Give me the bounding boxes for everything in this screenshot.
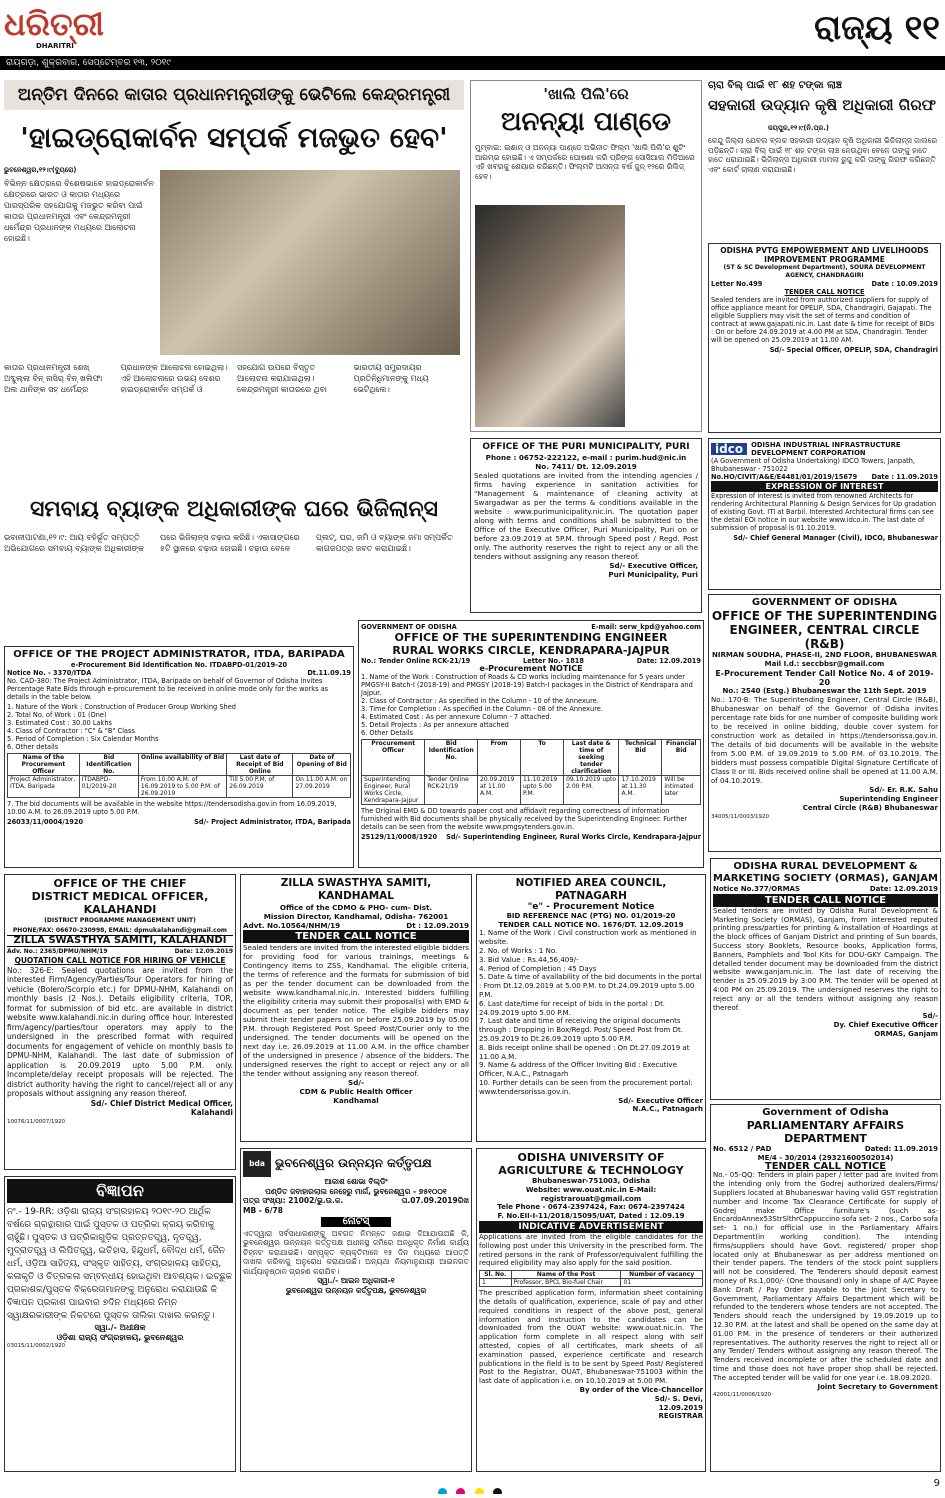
puri-no: No. 7411/ Dt. 12.09.2019 xyxy=(535,462,637,471)
ormas-no: Notice No.377/ORMAS xyxy=(713,885,801,893)
ptg-row: 6. Last date/time for receipt of bids in the portal : Dt. 24.09.2019 upto 5.00 P.M. xyxy=(479,999,666,1017)
pvtg-body: Sealed tenders are invited from authorized suppliers for supply of office appliance meant for OPELIP, SDA, Chandragiri, Gajapati. The eligible Suppliers may visit the set of terms and condition of contract at www.gajapati.nic.in. Last date & time for receipt of BIDs : On or before 24.09.2019 at 4.00 PM at SDA, Chandragiri. Tender will be opened on 25.09.2019 at 11.00 AM. xyxy=(711,296,935,344)
film-still-photo xyxy=(475,205,625,427)
rb-notice: E-Procurement Tender Call Notice No. 4 of 2019-20 xyxy=(715,669,934,687)
pad-date: Dated: 11.09.2019 xyxy=(864,1145,938,1153)
rb-title: OFFICE OF THE SUPERINTENDING ENGINEER, CENTRAL CIRCLE (R&B) xyxy=(711,609,938,651)
registration-dot-icon xyxy=(493,1488,502,1494)
ptg-sign1: Sd/- Executive Officer xyxy=(618,1096,703,1105)
kdm-sub2: Mission Director, Kandhamal, Odisha- 762001 xyxy=(263,912,449,921)
story3-headline: ସହକାରୀ ଉଦ୍ୟାନ କୃଷି ଅଧିକାରୀ ଗିରଫ xyxy=(708,96,937,114)
kdm-sign2: CDM & Public Health Officer xyxy=(299,1087,413,1096)
ad-odisha-pvtg xyxy=(708,243,941,433)
kal-heading: QUOTATION CALL NOTICE FOR HIRING OF VEHICLE xyxy=(14,956,226,965)
bda-sign1: ସ୍ୱା./- ଆଇନ ଅଧିକାରୀ-୧ xyxy=(317,1276,395,1285)
rb-mail: Mail I.d.: seccbbsr@gmail.com xyxy=(764,660,885,668)
baripada-row: 5. Period of Completion : Six Calendar Months xyxy=(7,735,159,743)
puri-contact: Phone : 06752-222122, e-mail : purim.hud@nic.in xyxy=(485,453,687,462)
table-cell: 20.09.2019 at 11.00 A.M. xyxy=(478,776,521,805)
table-cell: Project Administrator, ITDA, Baripada xyxy=(8,776,80,798)
ptg-row: 2. No. of Works : 1 No. xyxy=(479,946,558,955)
ouat-sign1: By order of the Vice-Chancellor xyxy=(579,1385,703,1394)
kpd-row: 3. Time for Completion : As specified in the Column - 08 of the Annexure. xyxy=(361,705,603,713)
kpd-date: Date: 12.09.2019 xyxy=(636,657,701,665)
puri-sign2: Puri Municipality, Puri xyxy=(608,570,698,579)
ouat-sign3: 12.09.2019 xyxy=(658,1403,703,1412)
rb-sign1: Sd/- Er. R.K. Sahu xyxy=(869,786,938,794)
pad-no: No. 6512 / PAD xyxy=(713,1145,772,1153)
table-header: Sl. No. xyxy=(480,1271,512,1279)
ouat-body2: The prescribed application form, information sheet containing the details of qualification, experience, scale of pay and other required conditions in respect of the above post, general information and instruction to the candidates can be downloaded from the OUAT website: www.ouat.nic.in. The application form complete in all respect along with self attested, copies of all certificates, mark sheets of all examination passed, experience certificate and research publications in the field is to be sent by Speed Post/ Registered Post to the Registrar, OUAT, Bhubaneswar-751003 within the last date of application i.e. on 10.10.2019 at 5.00 PM. xyxy=(479,1289,703,1386)
kdm-title: ZILLA SWASTHYA SAMITI, KANDHAMAL xyxy=(280,877,432,902)
pvtg-letter: Letter No.499 xyxy=(711,280,763,288)
ouat-notice: INDICATIVE ADVERTISEMENT xyxy=(479,1221,703,1233)
kpd-title: OFFICE OF THE SUPERINTENDING ENGINEER xyxy=(394,631,668,644)
rb-no: No.: 2540 (Estg.) Bhubaneswar the 11th Sept. 2019 xyxy=(722,687,927,695)
rb-sign2: Superintending Engineer xyxy=(839,795,938,803)
rb-gov: GOVERNMENT OF ODISHA xyxy=(751,597,898,608)
ptg-row: 3. Bid Value : Rs.44,56,409/- xyxy=(479,955,579,964)
table-cell: On 11.00 A.M. on 27.09.2019 xyxy=(293,776,351,798)
bigyapana-sign2: ଓଡ଼ିଶା ରାଜ୍ୟ ସଂଗ୍ରହାଳୟ, ଭୁବନେଶ୍ୱର xyxy=(56,1333,184,1342)
kal-sign1: Sd/- Chief District Medical Officer, xyxy=(90,1098,233,1108)
ouat-title1: ODISHA UNIVERSITY OF xyxy=(517,1151,665,1164)
ouat-body: Applications are invited from the eligible candidates for the following post under this University in the prescribed form. The retired persons in the rank of Professor/equivalent fulfilling the required eligibility may also apply for the said position. xyxy=(479,1232,703,1268)
table-cell: Superintending Engineer, Rural Works Circle, Kendrapara-Jajpur xyxy=(362,776,425,805)
kal-title2: DISTRICT MEDICAL OFFICER, KALAHANDI xyxy=(31,890,209,916)
baripada-code: 26033/11/0004/1920 xyxy=(7,818,84,826)
table-cell: 01 xyxy=(621,1279,703,1287)
ouat-addr: Bhubaneswar-751003, Odisha xyxy=(531,1177,651,1185)
bigyapana-sign1: ସ୍ୱା./- ଅଧୀକ୍ଷକ xyxy=(94,1323,146,1332)
bda-mb: MB - 6/78 xyxy=(243,1205,283,1215)
table-cell: Till 5.00 P.M. of 26.09.2019 xyxy=(227,776,293,798)
story1-kicker: ଅନ୍ତିମ ଦିନରେ କାତାର ପ୍ରଧାନମନ୍ତ୍ରୀଙ୍କୁ ଭେଟିଲେ କେନ୍ଦ୍ରମନ୍ତ୍ରୀ xyxy=(4,80,464,110)
baripada-row: 1. Nature of the Work : Construction of Producer Group Working Shed xyxy=(7,703,236,711)
idco-date: Date : 11.09.2019 xyxy=(871,473,938,481)
idco-sub: (A Government of Odisha Undertaking) IDCO Towers, Janpath, Bhubaneswar - 751022 xyxy=(711,457,915,473)
ptg-row: 8. Bids receipt online shall be opened : On Dt.27.09.2019 at 11.00 A.M. xyxy=(479,1043,690,1061)
kal-phone: PHONE/FAX: 06670-230998, EMAIL: dpmukalahandi@gmail.com xyxy=(12,926,228,934)
ad-parliamentary-affairs xyxy=(710,1104,941,1472)
ormas-body: Sealed tenders are invited by Odisha Rural Development & Marketing Society (ORMAS), Ganjam, from interested reputed printing press/parties for printing & installation of Hoardings at the block offices of Ganjam District and printing of Sun boards, Success story Booklets, Resource books, Application forms, Banners, Pamphlets and Tool Kits for DDU-GKY Campaign. The detailed tender document may be downloaded from the district website www.ganjam.nic.in. The last date of receiving the tender is 25.09.2019 by 3:00 P.M. The tender will be opened at 4:00 PM on 25.09.2019. The undersigned reserves the right to reject any or all the tenders without assigning any reason thereof. xyxy=(713,906,938,1012)
table-header: Financial Bid xyxy=(662,740,701,776)
story-ananya xyxy=(470,80,702,432)
kdm-notice: TENDER CALL NOTICE xyxy=(243,930,469,943)
ptg-title: NOTIFIED AREA COUNCIL, PATNAGARH xyxy=(515,877,667,902)
story4-body: ଭବାନୀପାଟଣା,୧୨।୯: ଆୟ ବହିର୍ଭୂତ ସମ୍ପତ୍ତି ଅଭିଯୋଗରେ ସମବାୟ ବ୍ୟାଙ୍କ ଅଧିକାରୀଙ୍କ ଘରେ ଭିଜିଲାନ୍ସ ଚଢ଼ାଉ କରିଛି। ଏକାସାଙ୍ଗରେ ୫ଟି ସ୍ଥାନରେ ଚଢ଼ାଉ ହୋଇଛି। ଚଢ଼ାଉ ବେଳେ ପ୍ଲଟ୍, ଘର, ଜମି ଓ ବ୍ୟାଙ୍କ ଜମା ସମ୍ପର୍କିତ କାଗଜପତ୍ର ଜବତ କରାଯାଇଛି। xyxy=(4,533,453,553)
kal-sub: (DISTRICT PROGRAMME MANAGEMENT UNIT) xyxy=(44,917,196,924)
kdm-sign3: Kandhamal xyxy=(333,1096,379,1105)
puri-sign1: Sd/- Executive Officer, xyxy=(609,561,698,570)
ptg-call: TENDER CALL NOTICE NO. 1676/DT. 12.09.2019 xyxy=(498,920,684,929)
table-cell: 11.10.2019 upto 5.00 P.M. xyxy=(520,776,563,805)
bda-addr: ପଣ୍ଡିତ ଜବାହାରଲାଲ ନେହେରୁ ମାର୍ଗ, ଭୁବନେଶ୍ୱର - ୭୫୧୦୦୧ xyxy=(265,1186,447,1196)
idco-ref: No.HO/CIVIT/A&E/E4481/01/2019/15679 xyxy=(711,473,858,481)
idco-body: Expression of interest is invited from renowned Architects for rendering Architectural Planning & Design Services for Up gradation of existing Govt. ITI at Barbil. Interested Architectural firms can see the detail EOI notice in our website www.idco.in. The last date of submission of proposal is 01.10.2019. xyxy=(711,492,937,532)
kpd-gov: GOVERNMENT OF ODISHA xyxy=(361,623,457,631)
ptg-sign2: N.A.C., Patnagarh xyxy=(632,1105,703,1114)
ad-itda-baripada xyxy=(4,646,354,868)
idco-notice: EXPRESSION OF INTEREST xyxy=(711,481,938,492)
table-cell: Professor, BPCL Bio-fuel Chair xyxy=(511,1279,621,1287)
story3-dateline: ଜୟପୁର,୧୨।୯(ନି.ପ୍ର.) xyxy=(768,124,829,132)
bda-sub: ଆକାଶ ଶୋଭା ବିଲ୍ଡିଂ xyxy=(324,1177,388,1186)
pvtg-date: Date : 10.09.2019 xyxy=(871,280,938,288)
baripada-sign: Sd/- Project Administrator, ITDA, Baripada xyxy=(194,818,351,826)
table-header: To xyxy=(520,740,563,776)
baripada-title: OFFICE OF THE PROJECT ADMINISTRATOR, ITDA, BARIPADA xyxy=(13,649,345,660)
kdm-sign1: Sd/- xyxy=(348,1078,364,1087)
table-header: Technical Bid xyxy=(619,740,662,776)
pvtg-sign: Sd/- Special Officer, OPELIP, SDA, Chandragiri xyxy=(769,346,938,354)
table-row xyxy=(480,1279,703,1287)
pad-title: PARLIAMENTARY AFFAIRS DEPARTMENT xyxy=(746,1119,905,1145)
kpd-row: 2. Class of Contractor : As specified in the Column - 10 of the Annexure. xyxy=(361,697,599,705)
rb-code: 34005/11/0003/1920 xyxy=(711,814,770,820)
bigyapana-body: ନଂ.- 19-RR: ଓଡ଼ିଶା ରାଜ୍ୟ ସଂଗ୍ରହାଳୟ ୨୦୧୯-୨୦ ଆର୍ଥିକ ବର୍ଷରେ ଗ୍ରନ୍ଥାଗାର ପାଇଁ ପୁସ୍ତକ ଓ ପତ୍ରିକା କ୍ରୟ କରିବାକୁ ଚାହୁଁଛି। ପୁସ୍ତକ ଓ ପତ୍ରିକାଗୁଡ଼ିକ ପ୍ରତ୍ନତତ୍ତ୍ୱ, ନୃତତ୍ତ୍ୱ, ମୁଦ୍ରାତତ୍ତ୍ୱ ଓ ଲିପିତତ୍ତ୍ୱ, ଇତିହାସ, ହିନ୍ଦୁଧର୍ମ, ବୌଦ୍ଧ ଧର୍ମ, ଜୈନ ଧର୍ମ, ଓଡ଼ିଆ ସାହିତ୍ୟ, ସଂସ୍କୃତ ସାହିତ୍ୟ, ସଂଗ୍ରହାଳୟ ସାହିତ୍ୟ, କଳାକୃତି ଓ ଚିତ୍ରକଳା ସମ୍ବନ୍ଧୀୟ ହୋଇଥିବା ଆବଶ୍ୟକ। ଇଚ୍ଛୁକ ପ୍ରକାଶକ/ପୁସ୍ତକ ବିକ୍ରେତାମାନଙ୍କୁ ଅନୁରୋଧ କରାଯାଉଛି କି ବିଜ୍ଞାପନ ପ୍ରକାଶ ପାଇବାର ୭ଦିନ ମଧ୍ୟରେ ନିମ୍ନ ସ୍ୱାକ୍ଷରକାରୀଙ୍କ ନିକଟରେ ପୁସ୍ତକ ତାଲିକା ଦାଖଲ କରନ୍ତୁ। xyxy=(7,1207,233,1321)
kpd-sign: Sd/- Superintending Engineer, Rural Works Circle, Kendrapara-Jajpur xyxy=(446,833,701,841)
baripada-notice-no: Notice No. - 3370/ITDA xyxy=(7,669,92,677)
ptg-row: 5. Date & time of availability of the bid documents in the portal : From Dt.12.09.2019 at 5.00 P.M. to Dt.24.09.2019 upto 5.00 P.M. xyxy=(479,973,702,999)
kpd-row: 5. Detail Projects : As per annexure attached xyxy=(361,721,509,729)
story-hydrocarbon xyxy=(4,80,464,488)
rb-body: No.: 170-B: The Superintending Engineer, Central Circle (R&B), Bhubaneswar on behalf of the Governor of Odisha invites percentage rate bids for one number of composite building work to be received in online bidding, double cover system for construction work as detailed in https://tendersorissa.gov.in. The details of bid documents will be available in the website from 5.00 P.M. of 19.09.2019 to 5.00 P.M. of 03.10.2019. The bidders must possess compatible Digital Signature Certificate of Class II or III. Bids received online shall be opened at 11.00 A.M. of 04.10.2019. xyxy=(711,696,938,785)
ptg-bid: BID REFERENCE NAC (PTG) NO. 01/2019-20 xyxy=(506,911,676,920)
table-header: Online availability of Bid xyxy=(138,754,226,776)
bda-date: ତା.07.09.2019ରିଖ xyxy=(401,1196,469,1205)
table-header: Last date & time of seeking tender clarification xyxy=(564,740,619,776)
kpd-letter: Letter No.- 1818 xyxy=(523,657,584,665)
ouat-table xyxy=(479,1270,703,1287)
ouat-tel: Tele Phone - 0674-2397424, Fax: 0674-2397424 xyxy=(497,1203,685,1212)
puri-body: Sealed quotations are invited from the intending agencies / firms having experience in sanitation activities for "Management & maintenance of cleaning activity at Swargadwar as per the terms & conditions available in the website : www.purimunicipality.nic.in. The quotation paper along with terms and conditions shall be submitted to the Office of the Executive Officer, Puri Municipality, Puri on or before 23.09.2019 at 5P.M. through Speed post / Regd. Post only. The authority reserves the right to reject any or all the tenders without assigning any reason thereof. xyxy=(474,471,698,561)
kpd-title2: RURAL WORKS CIRCLE, KENDRAPARA-JAJPUR xyxy=(392,644,670,657)
ad-state-museum xyxy=(4,1176,236,1472)
ouat-no: F. No.EII-I-11/2018/15095/UAT, Dated : 12.09.19 xyxy=(497,1212,685,1221)
ormas-title: ODISHA RURAL DEVELOPMENT & MARKETING SOCIETY (ORMAS), GANJAM xyxy=(713,861,938,884)
ptg-row: 10. Further details can be seen from the procurement portal: www.tendersorissa.gov.in. xyxy=(479,1078,693,1096)
ad-idco xyxy=(708,438,941,590)
table-cell: ITDABPD-01/2019-20 xyxy=(79,776,138,798)
kpd-no: No.: Tender Online RCK-21/19 xyxy=(361,657,471,665)
masthead-dateline: ରାୟଗଡ଼ା, ଶୁକ୍ରବାର, ସେପ୍ଟେମ୍ବର ୧୩, ୨୦୧୯ xyxy=(0,56,945,70)
kal-sign2: Kalahandi xyxy=(190,1108,233,1117)
registration-dot-icon xyxy=(438,1488,447,1494)
puri-title: OFFICE OF THE PURI MUNICIPALITY, PURI xyxy=(482,442,690,452)
ad-ormas-ganjam xyxy=(710,858,941,1100)
table-header: Date of Opening of Bid xyxy=(293,754,351,776)
table-cell: 17.10.2019 at 11.30 A.M. xyxy=(619,776,662,805)
story1-dateline: ଭୁବନେଶ୍ୱର,୧୨।୯(ବ୍ୟୁରୋ) xyxy=(4,166,77,174)
ad-nac-patnagarh xyxy=(476,874,706,1142)
story2-body: ମୁମ୍ବାଇ: ଇଶାନ୍ ଓ ଅନନ୍ୟା ପାଣ୍ଡେ ଅଭିନୀତ ଫିଲ୍ମ 'ଖାଲି ପିଲି'ର ଶୁଟିଂ ଆରମ୍ଭ ହୋଇଛି। ଏ ସମ୍ପର୍କରେ ଘୋଷଣା କରି ପ୍ରିଙ୍ଗ ସୋସିଆଲ ମିଡିଆରେ ଏହି ଖବରକୁ ଶେୟାର କରିଛନ୍ତି। ଫିଲ୍ମଟି ଆସନ୍ତା ବର୍ଷ ଜୁନ୍ ୧୨ରେ ରିଲିଜ୍ ହେବ। xyxy=(475,143,695,181)
table-cell: Will be intimated later xyxy=(662,776,701,805)
rb-sign3: Central Circle (R&B) Bhubaneswar xyxy=(802,804,938,812)
ptg-row: 7. Last date and time of receiving the original documents through : Dropping in Box/Regd. Post/ Speed Post from Dt. 25.09.2019 to Dt.26.09.2019 upto 5.00 P.M. xyxy=(479,1017,683,1043)
ouat-title2: AGRICULTURE & TECHNOLOGY xyxy=(498,1164,684,1177)
baripada-row: 4. Class of Contractor : "C" & "B" Class xyxy=(7,727,135,735)
bda-logo: bda xyxy=(243,1151,271,1177)
kal-date: Date: 12.09.2019 xyxy=(174,947,233,955)
masthead-logo: ଧରିତ୍ରୀ xyxy=(4,5,104,43)
pvtg-notice: TENDER CALL NOTICE xyxy=(784,288,865,296)
table-header: Procurement Officer xyxy=(362,740,425,776)
bda-sign2: ଭୁବନେଶ୍ୱର ଉନ୍ନୟନ କର୍ତ୍ତୃପକ୍ଷ, ଭୁବନେଶ୍ୱର xyxy=(285,1285,427,1295)
bda-notice: ନୋଟିସ୍ xyxy=(321,1217,391,1227)
ormas-notice: TENDER CALL NOTICE xyxy=(713,894,938,907)
bigyapana-code: 03015/11/0002/1920 xyxy=(7,1343,66,1349)
kpd-row: 4. Estimated Cost : As per annexure Column - 7 attached. xyxy=(361,713,552,721)
kdm-sub1: Office of the CDMO & PHO- cum- Dist. xyxy=(279,903,433,912)
ouat-sign2: Sd/- S. Devi, xyxy=(654,1394,703,1403)
kpd-row: 6. Other Details xyxy=(361,729,414,737)
ad-cdmo-kalahandi xyxy=(4,874,236,1170)
baripada-row: 6. Other details xyxy=(7,743,59,751)
baripada-date: Dt.11.09.19 xyxy=(307,669,351,677)
bda-body: ଏତଦ୍ୱାରା ସର୍ବସାଧାରଣଙ୍କୁ ଅବଗତ ନିମନ୍ତେ ଜଣାଇ ଦିଆଯାଉଅଛି କି, ଭୁବନେଶ୍ୱର ଉନ୍ନୟନ କର୍ତ୍ତୃପକ୍ଷ ଅଧୀନସ୍ଥ ଜମିରେ ଅନଧିକୃତ ନିର୍ମାଣ କାର୍ଯ୍ୟ ଚିହ୍ନଟ କରାଯାଇଛି। ସମ୍ପୃକ୍ତ ବ୍ୟକ୍ତିମାନେ ୧୫ ଦିନ ମଧ୍ୟରେ ଆପତ୍ତି ଦାଖଲ କରିବାକୁ ଅନୁରୋଧ କରାଯାଉଛି। ଅନ୍ୟଥା ନିୟମାନୁଯାୟୀ ଆଇନଗତ କାର୍ଯ୍ୟାନୁଷ୍ଠାନ ଗ୍ରହଣ କରାଯିବ। xyxy=(243,1228,469,1276)
baripada-body: No. CAD-380: The Project Administrator, ITDA, Baripada on behalf of Governor of Odisha invites Percentage Rate Bids through e-procurement to be received in online mode only for the works as details in the table below. xyxy=(7,677,329,701)
kpd-table xyxy=(361,739,701,805)
section-title: ରାଜ୍ୟ ୧୧ xyxy=(814,8,940,48)
table-cell: 09.10.2019 upto 2.00 P.M. xyxy=(564,776,619,805)
story4-headline: ସମବାୟ ବ୍ୟାଙ୍କ ଅଧିକାରୀଙ୍କ ଘରେ ଭିଜିଲାନ୍ସ xyxy=(29,497,439,522)
rb-addr: NIRMAN SOUDHA, PHASE-II, 2ND FLOOR, BHUBANESWAR xyxy=(712,651,937,659)
idco-title: ODISHA INDUSTRIAL INFRASTRUCTURE DEVELOPMENT CORPORATION xyxy=(751,441,901,457)
ormas-sign1: Sd/- xyxy=(922,1012,938,1021)
pad-sign: Joint Secretary to Government xyxy=(817,1382,938,1391)
ptg-row: 9. Name & address of the Officer Inviting Bid : Executive Officer, N.A.C., Patnagarh xyxy=(479,1061,677,1079)
kal-adv: Adv. No.: 2365/DPMU/NHM/19 xyxy=(7,947,108,955)
table-row xyxy=(362,776,701,805)
story2-headline: ଅନନ୍ୟା ପାଣ୍ଡେ xyxy=(500,107,672,137)
table-header: From xyxy=(478,740,521,776)
color-registration-marks xyxy=(160,1482,780,1494)
ouat-web: Website: www.ouat.nic.in E-Mail: registrarouat@gmail.com xyxy=(525,1185,657,1203)
table-header: Number of vacancy xyxy=(621,1271,703,1279)
table-header: Last date of Receipt of Bid Online xyxy=(227,754,293,776)
baripada-sub: e-Procurement Bid Identification No. ITDABPD-01/2019-20 xyxy=(70,661,288,669)
table-header: Name of the Post xyxy=(511,1271,621,1279)
pad-me: ME/4 - 30/2014 (29321600502014) xyxy=(757,1153,894,1162)
story1-body1: ବିଭିନ୍ନ କ୍ଷେତ୍ରରେ ବିଶେଷଭାବେ ହାଇଡ୍ରୋକାର୍ବନ କ୍ଷେତ୍ରରେ ଭାରତ ଓ କାତାର ମଧ୍ୟରେ ପାରସ୍ପରିକ ସହଯୋଗକୁ ମଜଭୁତ କରିବା ପାଇଁ କାତାର ପ୍ରଧାନମନ୍ତ୍ରୀ ଏବଂ କେନ୍ଦ୍ରମନ୍ତ୍ରୀ ଧର୍ମେନ୍ଦ୍ର ପ୍ରଧାନଙ୍କ ମଧ୍ୟରେ ଆଲୋଚନା ହୋଇଛି। xyxy=(4,179,154,243)
table-header: Name of the Procurement Officer xyxy=(8,754,80,776)
ormas-sign2: Dy. Chief Executive Officer xyxy=(833,1021,938,1030)
table-cell: 1 xyxy=(480,1279,512,1287)
ad-puri-municipality xyxy=(470,438,702,613)
page-number: 9 xyxy=(933,1478,940,1489)
kal-title1: OFFICE OF THE CHIEF xyxy=(53,877,187,890)
kdm-date: Dt : 12.09.2019 xyxy=(406,921,469,930)
ormas-date: Date: 12.09.2019 xyxy=(869,885,938,893)
story3-kicker: ଚାରା ବିଲ୍ ପାଇଁ ୧୮ ଶହ ଟଙ୍କା ଲାଞ୍ଚ xyxy=(708,80,842,91)
story-horticulture xyxy=(708,80,941,240)
masthead-logo-en: DHARITRI xyxy=(36,42,74,50)
pvtg-sub: (ST & SC Development Department), SOURA DEVELOPMENT AGENCY, CHANDRAGIRI xyxy=(723,264,926,279)
baripada-row: 3. Estimated Cost : 30.00 Lakhs xyxy=(7,719,112,727)
kpd-foot: The Original EMD & DD towards paper cost and affidavit regarding correctness of information furnished with Bid documents shall be physically received by the Superintending Engineer. Further details can be seen from the website www.pmgsytenders.gov.in. xyxy=(361,807,688,831)
kal-code: 10076/11/0007/1920 xyxy=(7,1118,66,1125)
story3-body: କେନ୍ଦୁ ଜିଲ୍ଲା ଯେବଲ ବ୍ଲକ ସହକାରୀ ଉଦ୍ୟାନ କୃଷି ଅଧିକାରୀ ଭିଜିଲାନ୍ସ ଜାଲରେ ପଡ଼ିଛନ୍ତି। ଚାରା ବିଲ୍ ପାଇଁ ୧୮ ଶହ ଟଙ୍କା ଲାଞ୍ଚ ନେଉଥିବା ବେଳେ ତାଙ୍କୁ ହାତେ ହାତେ ଧରାଯାଇଛି। ଭିଜିଲାନ୍ସ ଅଧିକାରୀ ମାମଲା ରୁଜୁ କରି ତାଙ୍କୁ ଗିରଫ କରିଛନ୍ତି ଏବଂ କୋର୍ଟ ଚାଲାଣ କରାଯାଇଛି। xyxy=(708,136,938,174)
table-cell: Tender Online RCK-21/19 xyxy=(425,776,478,805)
ptg-sub: "e" - Procurement Notice xyxy=(527,902,655,912)
ministers-meeting-photo xyxy=(160,170,460,355)
story1-body2: କାତାର ପ୍ରଧାନମନ୍ତ୍ରୀ ଶେଖ୍ ଅବ୍ଦୁଲ୍ଲା ବିନ୍ ନାସିର୍ ବିନ୍ ଖଲିଫା ଅଲ ଥାନିଙ୍କ ସହ ଧର୍ମେନ୍ଦ୍ର ପ୍ରଧାନଙ୍କ ଆଲୋଚନା ହୋଇଥିଲା। ଏହି ଆଲୋଚନାରେ ଉଭୟ ଦେଶର ହାଇଡ୍ରୋକାର୍ବନ ସମ୍ପର୍କ ଓ ସହଯୋଗ ଉପରେ ବିସ୍ତୃତ ଆଲୋଚନା କରାଯାଇଥିଲା। କେନ୍ଦ୍ରମନ୍ତ୍ରୀ କାତାରରେ ଥିବା ଭାରତୀୟ ସମ୍ପ୍ରଦାୟର ପ୍ରତିନିଧିମାନଙ୍କୁ ମଧ୍ୟ ଭେଟିଥିଲେ। xyxy=(4,363,429,394)
ad-zss-kandhamal xyxy=(240,874,472,1142)
kdm-body: Sealed tenders are invited from the interested eligible bidders for providing food for various trainings, meetings & Contingency items to ZSS, Kandhamal. The eligible criteria, the terms of reference and the formats for submission of bid as per the tender document can be downloaded from the website www.kandhamal.nic.in. Interested bidders fulfilling the eligibility criteria may submit their proposal(s) with EMD & document as per tender notice. The eligible bidders may submit their tender papers on or before 25.09.2019 by 05.00 P.M. through Registered Post Speed Post/Courier only to the undersigned. The tender documents will be opened on the next day i.e. 26.09.2019 at 11.00 A.M. in the office chamber of the undersigned in presence / absence of the bidders. The undersigned reserves the right to accept or reject any or all the tender without assigning any reason thereof. xyxy=(243,943,469,1078)
idco-sign: Sd/- Chief General Manager (Civil), IDCO, Bhubaneswar xyxy=(733,534,938,542)
baripada-foot: 7. The bid documents will be available in the website https://tendersodisha.gov.in from 16.09.2019, 10.00 A.M. to 26.09.2019 upto 5.00 P.M. xyxy=(7,800,337,816)
bda-letter: ପତ୍ର ସଂଖ୍ୟା: 21002/ଭୁ.ଉ.କ. xyxy=(243,1196,344,1205)
idco-logo: idco xyxy=(711,443,747,455)
story1-headline: 'ହାଇଡ୍ରୋକାର୍ବନ ସମ୍ପର୍କ ମଜଭୁତ ହେବ' xyxy=(20,121,448,154)
kal-zss: ZILLA SWASTHYA SAMITI, KALAHANDI xyxy=(7,935,233,947)
table-cell: From 10.00 A.M. of 16.09.2019 to 5.00 P.M. of 26.09.2019 xyxy=(138,776,226,798)
registration-dot-icon xyxy=(475,1488,484,1494)
pad-notice: TENDER CALL NOTICE xyxy=(764,1160,887,1172)
ouat-sign4: REGISTRAR xyxy=(658,1412,703,1421)
kpd-notice: e-Procurement NOTICE xyxy=(479,664,583,673)
registration-dot-icon xyxy=(456,1488,465,1494)
ptg-row: 4. Period of Completion : 45 Days xyxy=(479,964,597,973)
kpd-row: 1. Name of the Work : Construction of Roads & CD works including maintenance for 5 years under PMGSY-II Batch-I (2018-19) and PMGSY (2018-19) Batch-I packages in the District of Kendrapara and Jajpur. xyxy=(361,673,693,697)
table-header: Bid Identification No. xyxy=(425,740,478,776)
kal-body: No.: 326-E: Sealed quotations are invited from the interested Firm/Agency/Parties/Tour Operators for hiring of vehicle (Bolero/Scorpio etc.) for DPMU-NHM, Kalahandi on monthly basis (2 Nos.). Details eligibility criteria, TOR, format for submission of bid etc. are available in district website www.kalahandi.nic.in during office hour. Interested firm/agency/parties/tour operators may apply to the undersigned in the prescribed format with required documents for engagement of vehicle on monthly basis to DPMU-NHM, Kalahandi. The last date of submission of application is 20.09.2019 upto 5.00 P.M. only. Incomplete/delay receipt proposals will be rejected. The district authority having the right to cancel/reject all or any proposals without assigning any reason thereof. xyxy=(7,965,233,1098)
ptg-row: 1. Name of the Work : Civil construction work as mentioned in website. xyxy=(479,929,697,947)
kdm-adv: Advt. No.10564/NHM/19 xyxy=(243,921,341,930)
ad-ouat xyxy=(476,1148,706,1472)
masthead xyxy=(0,0,945,72)
pad-body: No.- 05-QQ: Tenders in plain paper / letter pad are invited from the intending only from the Godrej authorized dealers/Firms/ Suppliers located at Bhubaneswar having valid GST registration number and Income Tax Clearance Certificate for supply of Godrej make Office furniture's (such as- EncardoAnnex53StrSlthrCappuccino sofa set- 2 nos., Carbo sofa set- 1 no.) for official use in the Parliamentary Affairs Department(in working condition). The intending firms/suppliers should have Govt. registered/ proper shop located only at Bhubaneswar as per address mentioned on their tender papers. The tenders of the stock point suppliers will not be considered. The Tenderers should deposit earnest money of Rs.1,000/- (One thousand) only in shape of A/C Payee Bank Draft / Pay Order payable to the Joint Secretary to Government, Parliamentary Affairs Department which will be refunded to the tenderers whose tenders are not accepted. The Tenders should reach the undersigned by 19.09.2019 up to 12.30 P.M. at the latest and shall be opened on the same day at 01.00 P.M. in the presence of tenderers or their authorized representatives. The authority reserves the right to reject all or any Tender/ Tenders without assigning any reason thereof. The Tenders received incomplete or after the scheduled date and time and those does not have proper shop shall be rejected. The accepted tender will be valid for one year i.e. 18.09.2020. xyxy=(713,1171,938,1382)
bigyapana-title: ବିଜ୍ଞାପନ xyxy=(7,1179,233,1203)
pvtg-title: ODISHA PVTG EMPOWERMENT AND LIVELIHOODS IMPROVEMENT PROGRAMME xyxy=(720,246,929,264)
kpd-email: E-mail: serw_kpd@yahoo.com xyxy=(591,623,701,631)
kpd-code: 25129/11/0008/1920 xyxy=(361,833,438,841)
ormas-sign3: ORMAS, Ganjam xyxy=(874,1029,938,1038)
pad-code: 42001/11/0006/1920 xyxy=(713,1392,772,1399)
baripada-row: 2. Total No. of Work : 01 (One) xyxy=(7,711,107,719)
story2-kicker: 'ଖାଲି ପିଲି'ରେ xyxy=(543,85,629,103)
ad-superintending-rb xyxy=(708,594,941,852)
ad-bda xyxy=(240,1148,472,1472)
baripada-table xyxy=(7,753,351,798)
table-row xyxy=(8,776,351,798)
bda-title: ଭୁବନେଶ୍ୱର ଉନ୍ନୟନ କର୍ତ୍ତୃପକ୍ଷ xyxy=(275,1156,432,1171)
pad-gov: Government of Odisha xyxy=(762,1107,889,1118)
table-header: Bid Identification No. xyxy=(79,754,138,776)
ad-rural-works-kendrapara xyxy=(358,620,704,868)
